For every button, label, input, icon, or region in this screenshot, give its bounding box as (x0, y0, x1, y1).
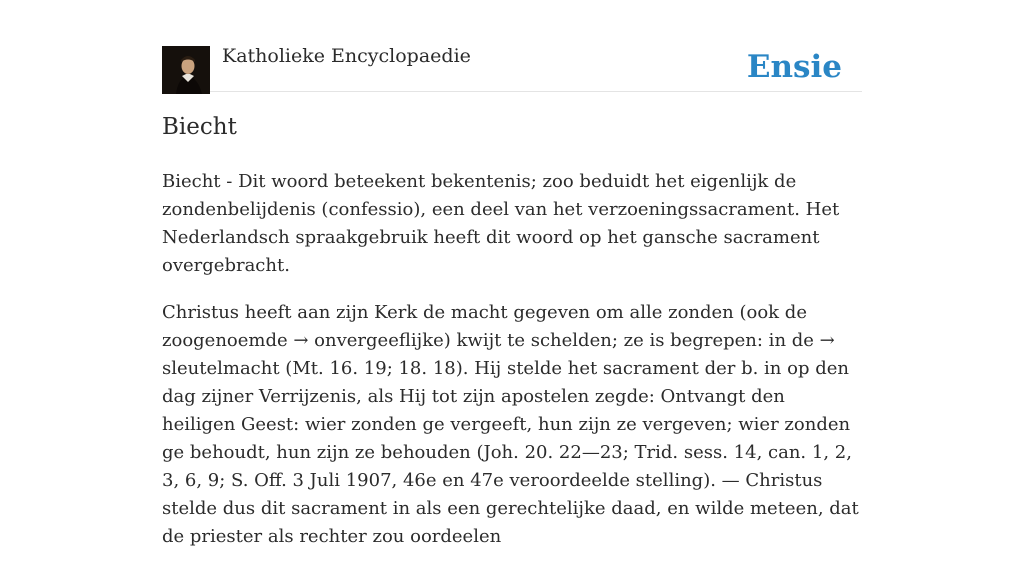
page (162, 0, 862, 547)
portrait-icon (162, 46, 210, 94)
article-title: Biecht (162, 114, 237, 140)
header (162, 0, 862, 92)
article-body (162, 168, 862, 570)
article-paragraph: Christus heeft aan zijn Kerk de macht gegeven om alle zonden (ook de zoogenoemde → onvergeeflijke) kwijt te schelden; ze is begrepen: in de → sleutelmacht (Mt. 16. 19; 18. 18). Hij stelde het sacrament der b. in op den dag zijner Verrijzenis, als Hij tot zijn apostelen zegde: Ontvangt den heiligen Geest: wier zonden ge vergeeft, hun zijn ze vergeven; wier zonden ge behoudt, hun zijn ze behouden (Joh. 20. 22—23; Trid. sess. 14, can. 1, 2, 3, 6, 9; S. Off. 3 Juli 1907, 46e en 47e veroordeelde stelling). — Christus stelde dus dit sacrament in als een gerechtelijke daad, en wilde meteen, dat de priester als rechter zou oordeelen (162, 302, 859, 547)
brand-logo[interactable]: Ensie (746, 49, 842, 85)
avatar[interactable] (162, 46, 210, 94)
article-paragraph: Biecht - Dit woord beteekent bekentenis; zoo beduidt het eigenlijk de zondenbelijdenis (confessio), een deel van het verzoeningssacrament. Het Nederlandsch spraakgebruik heeft dit woord op het gansche sacrament overgebracht. (162, 171, 840, 276)
encyclopedia-title[interactable]: Katholieke Encyclopaedie (222, 45, 471, 67)
